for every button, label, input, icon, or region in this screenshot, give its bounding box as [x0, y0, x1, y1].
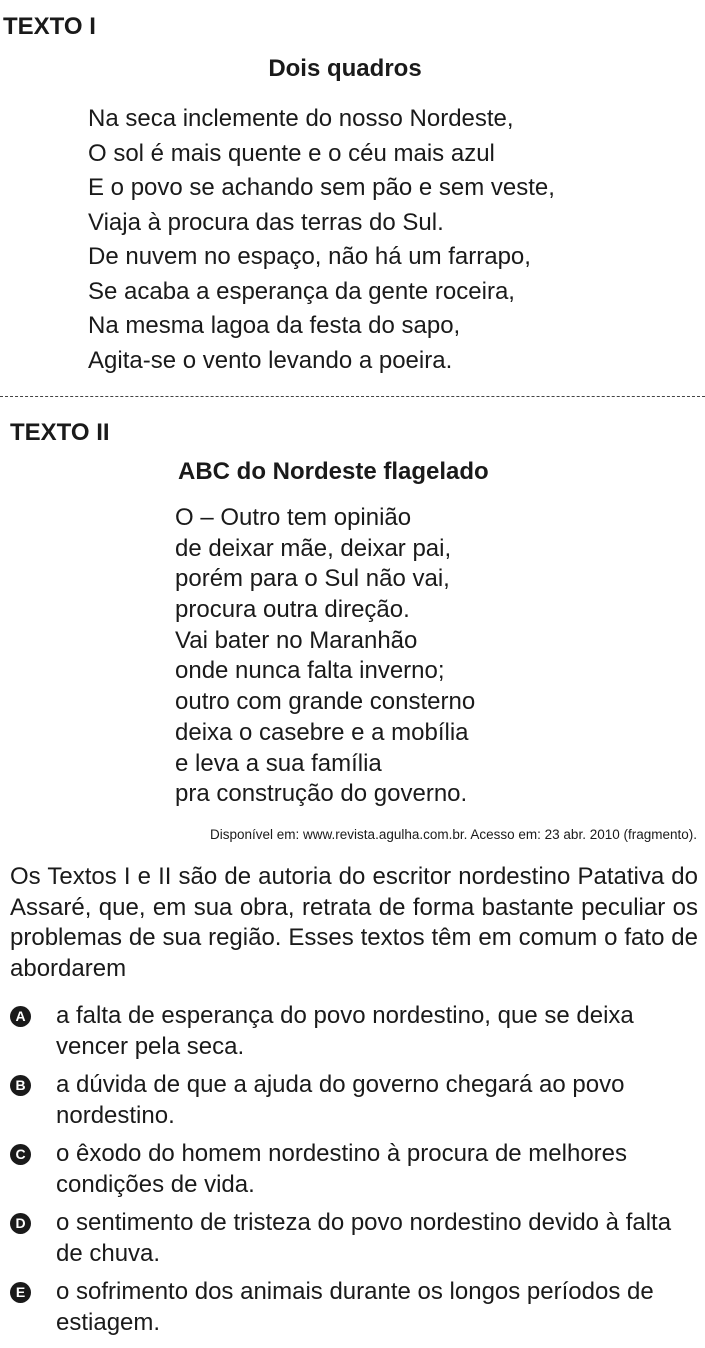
- poem-line: pra construção do governo.: [175, 780, 468, 808]
- poem-line: E o povo se achando sem pão e sem veste,: [88, 174, 555, 201]
- texto-2-poem: [175, 503, 475, 810]
- poem-line: deixa o casebre e a mobília: [175, 718, 469, 746]
- option-e[interactable]: [10, 1276, 698, 1338]
- poem-line: O sol é mais quente e o céu mais azul: [88, 139, 495, 167]
- poem-line: Na mesma lagoa da festa do sapo,: [88, 312, 461, 339]
- poem-line: procura outra direção.: [175, 596, 410, 624]
- texto-1-title: Dois quadros: [268, 55, 422, 82]
- option-d[interactable]: [10, 1207, 698, 1269]
- poem-line: onde nunca falta inverno;: [175, 657, 445, 685]
- texto-2-title: ABC do Nordeste flagelado: [178, 458, 489, 485]
- option-a[interactable]: [10, 1000, 698, 1062]
- option-c[interactable]: [10, 1138, 698, 1200]
- option-text: a dúvida de que a ajuda do governo chegará ao povo nordestino.: [56, 1071, 625, 1129]
- texto-1-heading: TEXTO I: [3, 13, 96, 40]
- option-letter-badge: A: [10, 1006, 31, 1027]
- option-text: a falta de esperança do povo nordestino, que se deixa vencer pela seca.: [56, 1002, 634, 1060]
- poem-line: porém para o Sul não vai,: [175, 565, 450, 593]
- poem-line: outro com grande consterno: [175, 688, 476, 716]
- poem-line: Vai bater no Maranhão: [175, 626, 418, 654]
- option-letter-badge: C: [10, 1144, 31, 1165]
- poem-line: Na seca inclemente do nosso Nordeste,: [88, 105, 514, 132]
- texto-2-heading: TEXTO II: [10, 419, 110, 446]
- poem-line: O – Outro tem opinião: [175, 504, 412, 531]
- option-text: o sofrimento dos animais durante os longos períodos de estiagem.: [56, 1278, 654, 1336]
- texto-1-poem: [88, 102, 555, 378]
- poem-line: e leva a sua família: [175, 749, 382, 777]
- poem-line: Se acaba a esperança da gente roceira,: [88, 277, 515, 305]
- option-letter-badge: D: [10, 1213, 31, 1234]
- question-stem: Os Textos I e II são de autoria do escritor nordestino Patativa do Assaré, que, em sua obra, retrata de forma bastante peculiar os problemas de sua região. Esses textos têm em comum o fato de abordarem: [10, 863, 698, 983]
- option-letter-badge: E: [10, 1282, 31, 1303]
- section-divider: [0, 396, 705, 397]
- option-text: o êxodo do homem nordestino à procura de melhores condições de vida.: [56, 1140, 628, 1198]
- poem-line: Agita-se o vento levando a poeira.: [88, 346, 453, 374]
- option-b[interactable]: [10, 1069, 698, 1131]
- poem-line: de deixar mãe, deixar pai,: [175, 534, 452, 562]
- poem-line: De nuvem no espaço, não há um farrapo,: [88, 243, 531, 270]
- poem-line: Viaja à procura das terras do Sul.: [88, 208, 444, 236]
- source-citation: Disponível em: www.revista.agulha.com.br. Acesso em: 23 abr. 2010 (fragmento).: [210, 827, 697, 842]
- option-letter-badge: B: [10, 1075, 31, 1096]
- option-text: o sentimento de tristeza do povo nordestino devido à falta de chuva.: [56, 1209, 672, 1267]
